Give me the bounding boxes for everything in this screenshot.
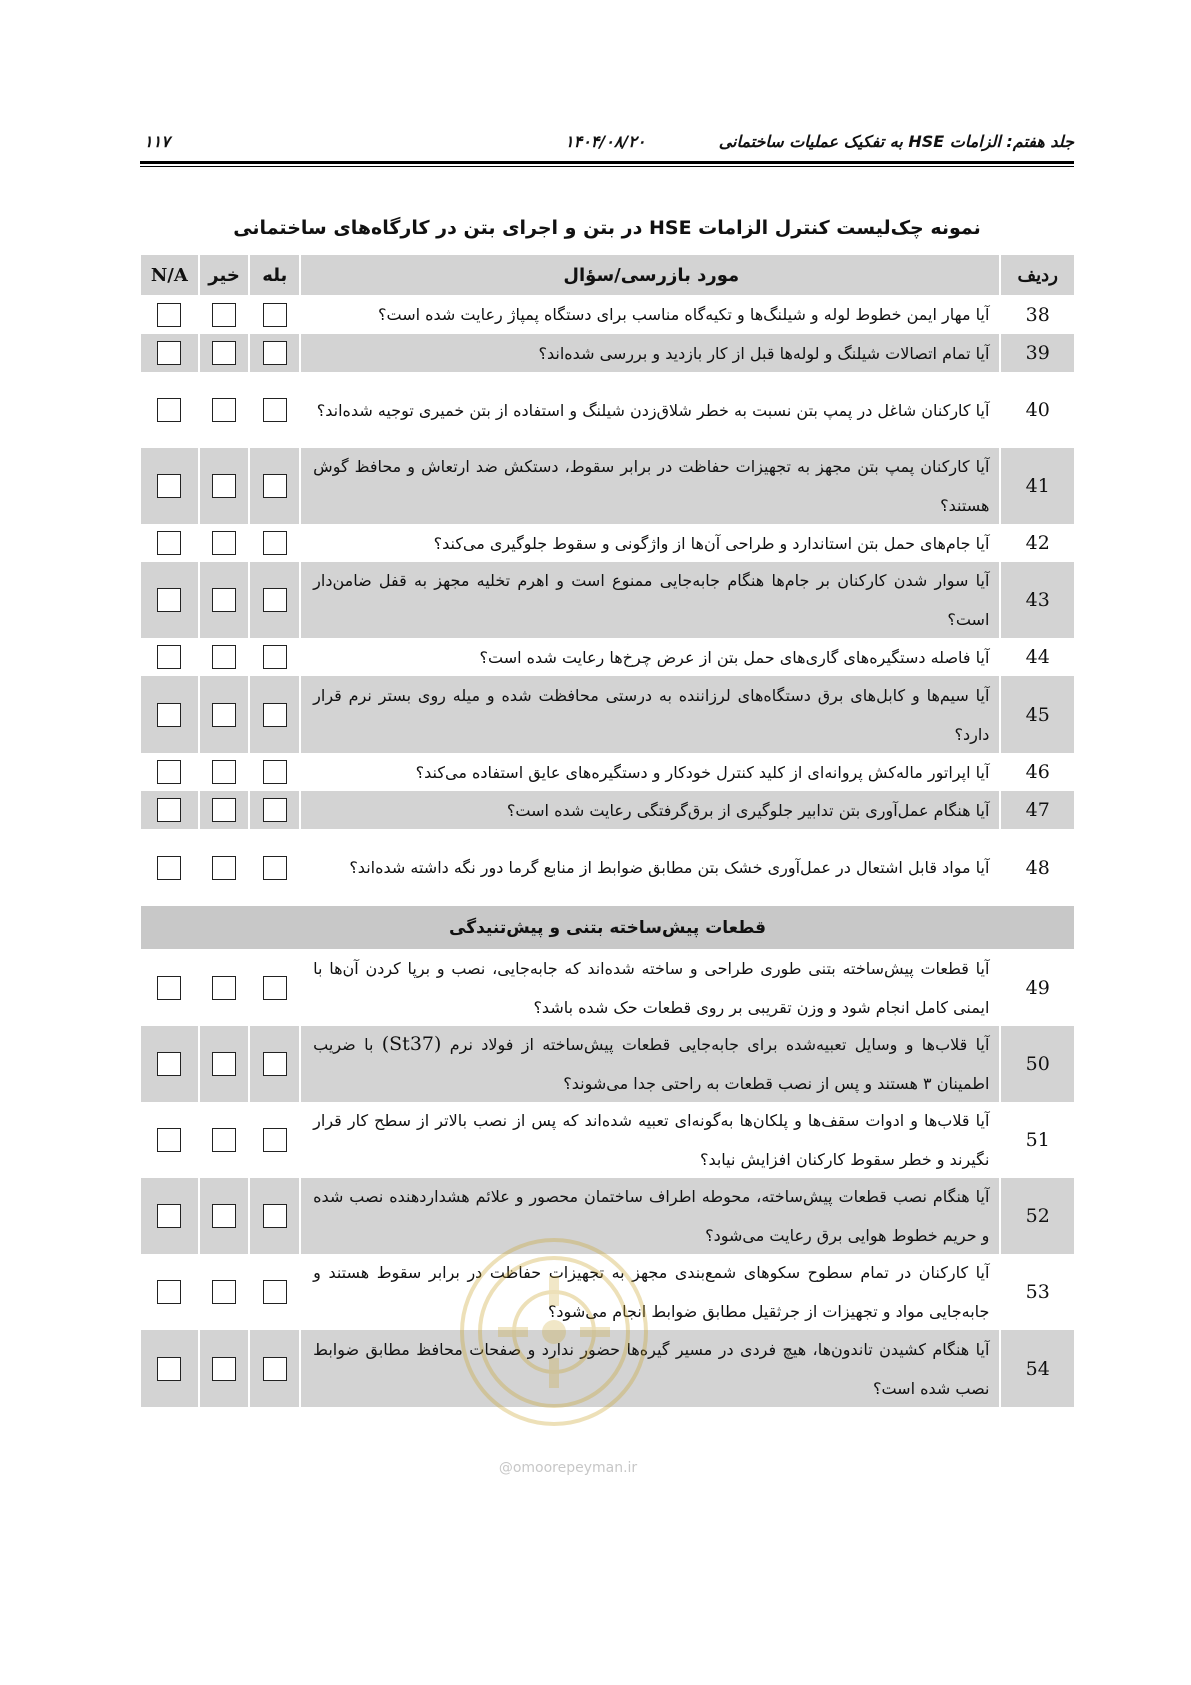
yes-checkbox[interactable]	[263, 976, 287, 1000]
question-text	[299, 1026, 999, 1102]
no-cell	[198, 791, 249, 829]
no-cell	[198, 829, 249, 906]
row-number: 50	[999, 1026, 1074, 1102]
na-checkbox[interactable]	[157, 474, 181, 498]
table-row	[141, 1102, 1074, 1178]
column-header-row-number: ردیف	[999, 255, 1074, 295]
na-checkbox[interactable]	[157, 760, 181, 784]
section-title: قطعات پیش‌ساخته بتنی و پیش‌تنیدگی	[449, 917, 766, 938]
na-cell	[141, 829, 198, 906]
no-checkbox[interactable]	[212, 856, 236, 880]
table-header-row	[141, 255, 1074, 295]
yes-checkbox[interactable]	[263, 588, 287, 612]
yes-cell	[248, 372, 299, 448]
na-cell	[141, 1254, 198, 1330]
na-checkbox[interactable]	[157, 1357, 181, 1381]
na-checkbox[interactable]	[157, 645, 181, 669]
no-checkbox[interactable]	[212, 703, 236, 727]
no-cell	[198, 753, 249, 791]
na-cell	[141, 562, 198, 638]
yes-cell	[248, 1254, 299, 1330]
no-checkbox[interactable]	[212, 1204, 236, 1228]
na-checkbox[interactable]	[157, 1128, 181, 1152]
question-text: آیا کارکنان پمپ بتن مجهز به تجهیزات حفاظت در برابر سقوط، دستکش ضد ارتعاش و محافظ گوش هستند؟	[299, 448, 999, 524]
na-checkbox[interactable]	[157, 856, 181, 880]
table-row	[141, 372, 1074, 448]
question-text: آیا کارکنان شاغل در پمپ بتن نسبت به خطر شلاق‌زدن شیلنگ و استفاده از بتن خمیری توجیه شده‌اند؟	[299, 372, 999, 448]
no-cell	[198, 1254, 249, 1330]
na-cell	[141, 295, 198, 334]
header-rule-thick	[140, 161, 1074, 164]
yes-checkbox[interactable]	[263, 531, 287, 555]
checklist-table	[141, 255, 1074, 1407]
na-checkbox[interactable]	[157, 531, 181, 555]
no-checkbox[interactable]	[212, 474, 236, 498]
column-header-question: مورد بازرسی/سؤال	[299, 255, 999, 295]
column-header-yes: بله	[248, 255, 299, 295]
no-cell	[198, 638, 249, 676]
na-cell	[141, 1178, 198, 1254]
no-checkbox[interactable]	[212, 531, 236, 555]
yes-cell	[248, 1330, 299, 1407]
header-rule-thin	[140, 166, 1074, 167]
question-text: آیا قلاب‌ها و ادوات سقف‌ها و پلکان‌ها به‌گونه‌ای تعبیه شده‌اند که پس از نصب بالاتر از سطح کار قرار نگیرند و خطر سقوط کارکنان افزایش نیابد؟	[299, 1102, 999, 1178]
row-number: 40	[999, 372, 1074, 448]
no-checkbox[interactable]	[212, 303, 236, 327]
question-text: آیا مهار ایمن خطوط لوله و شیلنگ‌ها و تکیه‌گاه مناسب برای دستگاه پمپاژ رعایت شده است؟	[299, 295, 999, 334]
no-checkbox[interactable]	[212, 398, 236, 422]
table-row	[141, 295, 1074, 334]
column-header-no: خیر	[198, 255, 249, 295]
question-text: آیا هنگام عمل‌آوری بتن تدابیر جلوگیری از برق‌گرفتگی رعایت شده است؟	[299, 791, 999, 829]
row-number: 51	[999, 1102, 1074, 1178]
row-number: 53	[999, 1254, 1074, 1330]
na-checkbox[interactable]	[157, 976, 181, 1000]
no-checkbox[interactable]	[212, 1052, 236, 1076]
yes-checkbox[interactable]	[263, 1357, 287, 1381]
na-checkbox[interactable]	[157, 798, 181, 822]
na-checkbox[interactable]	[157, 1052, 181, 1076]
no-cell	[198, 1026, 249, 1102]
question-text: آیا اپراتور ماله‌کش پروانه‌ای از کلید کنترل خودکار و دستگیره‌های عایق استفاده می‌کند؟	[299, 753, 999, 791]
question-text: آیا سیم‌ها و کابل‌های برق دستگاه‌های لرزاننده به درستی محافظت شده و میله روی بستر نرم قرار دارد؟	[299, 676, 999, 753]
na-cell	[141, 524, 198, 562]
table-row	[141, 753, 1074, 791]
header-title: جلد هفتم: الزامات HSE به تفکیک عملیات ساختمانی	[718, 132, 1074, 151]
yes-cell	[248, 334, 299, 372]
no-checkbox[interactable]	[212, 645, 236, 669]
yes-checkbox[interactable]	[263, 474, 287, 498]
no-checkbox[interactable]	[212, 588, 236, 612]
question-text: آیا هنگام نصب قطعات پیش‌ساخته، محوطه اطراف ساختمان محصور و علائم هشداردهنده نصب شده و حریم خطوط هوایی برق رعایت می‌شود؟	[299, 1178, 999, 1254]
na-checkbox[interactable]	[157, 341, 181, 365]
table-row	[141, 562, 1074, 638]
question-text: آیا سوار شدن کارکنان بر جام‌ها هنگام جابه‌جایی ممنوع است و اهرم تخلیه مجهز به قفل ضامن‌دار است؟	[299, 562, 999, 638]
no-checkbox[interactable]	[212, 976, 236, 1000]
section-header-row	[141, 906, 1074, 949]
yes-cell	[248, 562, 299, 638]
table-row	[141, 1330, 1074, 1407]
no-checkbox[interactable]	[212, 1128, 236, 1152]
no-cell	[198, 1178, 249, 1254]
row-number: 48	[999, 829, 1074, 906]
no-cell	[198, 1330, 249, 1407]
na-cell	[141, 372, 198, 448]
yes-checkbox[interactable]	[263, 798, 287, 822]
question-text: آیا قطعات پیش‌ساخته بتنی طوری طراحی و ساخته شده‌اند که جابه‌جایی، نصب و برپا کردن آن‌ها با ایمنی کامل انجام شود و وزن تقریبی بر روی قطعات حک شده باشد؟	[299, 949, 999, 1026]
header-date: ۱۴۰۴/۰۸/۲۰	[565, 132, 646, 151]
yes-cell	[248, 1102, 299, 1178]
no-checkbox[interactable]	[212, 1357, 236, 1381]
no-cell	[198, 334, 249, 372]
question-text: آیا تمام اتصالات شیلنگ و لوله‌ها قبل از کار بازدید و بررسی شده‌اند؟	[299, 334, 999, 372]
question-text: آیا هنگام کشیدن تاندون‌ها، هیچ فردی در مسیر گیره‌ها حضور ندارد و صفحات محافظ مطابق ضوابط نصب شده است؟	[299, 1330, 999, 1407]
row-number: 49	[999, 949, 1074, 1026]
na-cell	[141, 753, 198, 791]
na-checkbox[interactable]	[157, 703, 181, 727]
na-checkbox[interactable]	[157, 398, 181, 422]
no-cell	[198, 949, 249, 1026]
yes-cell	[248, 1178, 299, 1254]
table-row	[141, 448, 1074, 524]
no-cell	[198, 295, 249, 334]
steel-grade-label: (St37)	[381, 1033, 442, 1055]
no-checkbox[interactable]	[212, 1280, 236, 1304]
na-cell	[141, 1026, 198, 1102]
no-checkbox[interactable]	[212, 760, 236, 784]
checklist-title: نمونه چک‌لیست کنترل الزامات HSE در بتن و اجرای بتن در کارگاه‌های ساختمانی	[233, 217, 981, 239]
na-cell	[141, 949, 198, 1026]
table-row	[141, 1026, 1074, 1102]
yes-checkbox[interactable]	[263, 303, 287, 327]
yes-checkbox[interactable]	[263, 398, 287, 422]
yes-checkbox[interactable]	[263, 1128, 287, 1152]
question-text: آیا کارکنان در تمام سطوح سکوهای شمع‌بندی مجهز به تجهیزات حفاظت در برابر سقوط هستند و جابه‌جایی مواد و تجهیزات از جرثقیل مطابق ضوابط انجام می‌شود؟	[299, 1254, 999, 1330]
na-checkbox[interactable]	[157, 1280, 181, 1304]
row-number: 43	[999, 562, 1074, 638]
no-cell	[198, 372, 249, 448]
column-header-na: N/A	[150, 264, 188, 286]
yes-checkbox[interactable]	[263, 341, 287, 365]
no-cell	[198, 676, 249, 753]
row-number: 45	[999, 676, 1074, 753]
na-cell	[141, 638, 198, 676]
row-number: 44	[999, 638, 1074, 676]
page-number: ۱۱۷	[144, 132, 170, 151]
no-checkbox[interactable]	[212, 798, 236, 822]
na-checkbox[interactable]	[157, 588, 181, 612]
yes-cell	[248, 1026, 299, 1102]
na-cell	[141, 676, 198, 753]
row-number: 52	[999, 1178, 1074, 1254]
yes-checkbox[interactable]	[263, 1280, 287, 1304]
row-number: 47	[999, 791, 1074, 829]
yes-cell	[248, 753, 299, 791]
yes-cell	[248, 638, 299, 676]
table-row	[141, 1254, 1074, 1330]
yes-cell	[248, 949, 299, 1026]
question-text: آیا مواد قابل اشتعال در عمل‌آوری خشک بتن مطابق ضوابط از منابع گرما دور نگه داشته شده‌اند؟	[299, 829, 999, 906]
row-number: 39	[999, 334, 1074, 372]
na-cell	[141, 791, 198, 829]
yes-cell	[248, 448, 299, 524]
no-cell	[198, 448, 249, 524]
na-checkbox[interactable]	[157, 1204, 181, 1228]
na-checkbox[interactable]	[157, 303, 181, 327]
na-cell	[141, 1330, 198, 1407]
yes-checkbox[interactable]	[263, 703, 287, 727]
yes-cell	[248, 524, 299, 562]
na-cell	[141, 334, 198, 372]
yes-checkbox[interactable]	[263, 1204, 287, 1228]
row-number: 42	[999, 524, 1074, 562]
watermark-url: @omoorepeyman.ir	[498, 1460, 638, 1476]
question-text: آیا جام‌های حمل بتن استاندارد و طراحی آن‌ها از واژگونی و سقوط جلوگیری می‌کند؟	[299, 524, 999, 562]
yes-cell	[248, 791, 299, 829]
table-row	[141, 334, 1074, 372]
table-row	[141, 1178, 1074, 1254]
yes-checkbox[interactable]	[263, 645, 287, 669]
row-number: 41	[999, 448, 1074, 524]
question-text-part: با ضریب اطمینان ۳ هستند و پس از نصب قطعات به راحتی جدا می‌شوند؟	[313, 1035, 990, 1093]
na-cell	[141, 448, 198, 524]
yes-cell	[248, 295, 299, 334]
table-row	[141, 829, 1074, 906]
yes-cell	[248, 829, 299, 906]
row-number: 46	[999, 753, 1074, 791]
no-checkbox[interactable]	[212, 341, 236, 365]
row-number: 54	[999, 1330, 1074, 1407]
table-row	[141, 524, 1074, 562]
na-cell	[141, 1102, 198, 1178]
yes-checkbox[interactable]	[263, 1052, 287, 1076]
no-cell	[198, 524, 249, 562]
yes-checkbox[interactable]	[263, 856, 287, 880]
table-row	[141, 638, 1074, 676]
yes-checkbox[interactable]	[263, 760, 287, 784]
question-text-part: آیا قلاب‌ها و وسایل تعبیه‌شده برای جابه‌جایی قطعات پیش‌ساخته از فولاد نرم	[449, 1035, 990, 1054]
no-cell	[198, 1102, 249, 1178]
yes-cell	[248, 676, 299, 753]
table-row	[141, 949, 1074, 1026]
question-text: آیا فاصله دستگیره‌های گاری‌های حمل بتن از عرض چرخ‌ها رعایت شده است؟	[299, 638, 999, 676]
row-number: 38	[999, 295, 1074, 334]
table-row	[141, 791, 1074, 829]
table-row	[141, 676, 1074, 753]
no-cell	[198, 562, 249, 638]
